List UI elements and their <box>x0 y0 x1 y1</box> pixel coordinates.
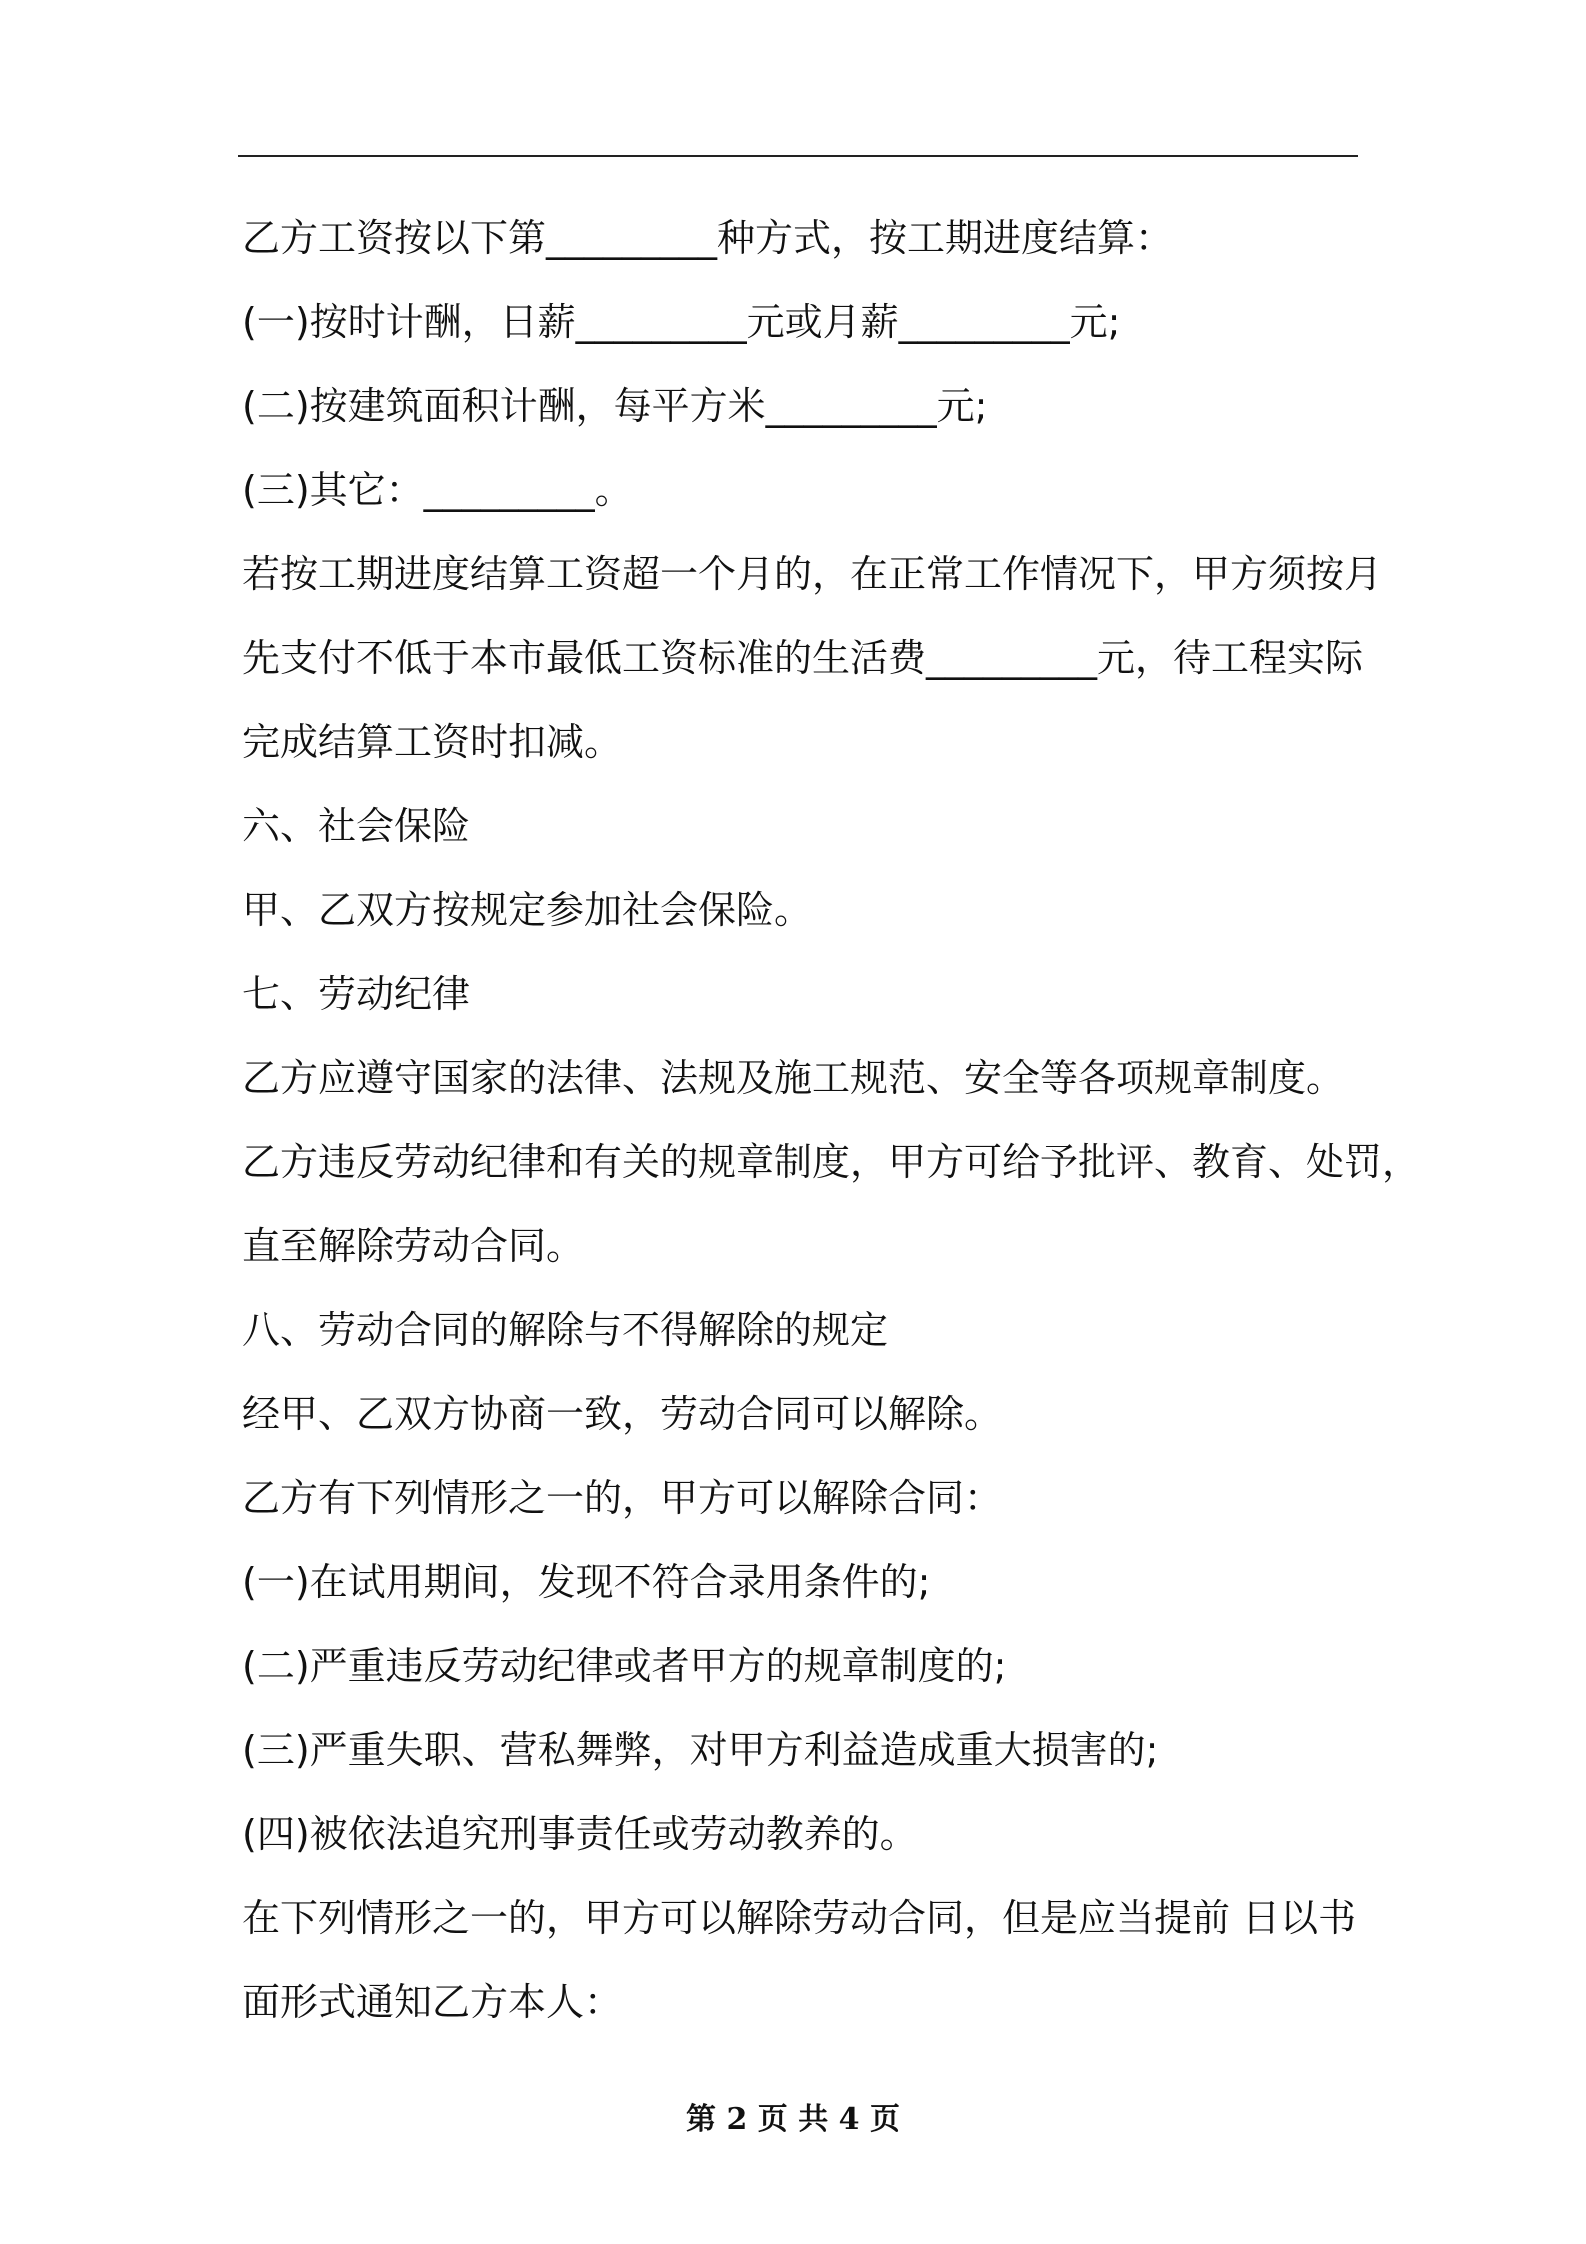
text-line: 直至解除劳动合同。 <box>242 1224 585 1268</box>
section-heading: 六、社会保险 <box>242 804 471 848</box>
text-line: 甲、乙双方按规定参加社会保险。 <box>242 888 813 932</box>
text-line: 先支付不低于本市最低工资标准的生活费_________元，待工程实际 <box>242 636 1364 680</box>
section-heading: 八、劳动合同的解除与不得解除的规定 <box>242 1308 889 1352</box>
text-line: 完成结算工资时扣减。 <box>242 720 623 764</box>
page-number-footer: 第 2 页 共 4 页 <box>686 2102 900 2137</box>
text-line: 在下列情形之一的，甲方可以解除劳动合同，但是应当提前 日以书 <box>242 1896 1357 1940</box>
document-body <box>242 196 1421 2044</box>
text-line: (二)按建筑面积计酬，每平方米_________元; <box>242 384 988 428</box>
text-line: (三)严重失职、营私舞弊，对甲方利益造成重大损害的; <box>242 1728 1159 1772</box>
header-divider <box>238 155 1358 157</box>
text-line: (四)被依法追究刑事责任或劳动教养的。 <box>242 1812 918 1856</box>
text-line: 乙方工资按以下第_________种方式，按工期进度结算： <box>242 216 1174 260</box>
text-line: (一)在试用期间，发现不符合录用条件的; <box>242 1560 931 1604</box>
text-line: 乙方有下列情形之一的，甲方可以解除合同： <box>242 1476 1003 1520</box>
text-line: (二)严重违反劳动纪律或者甲方的规章制度的; <box>242 1644 1007 1688</box>
text-line: (一)按时计酬，日薪_________元或月薪_________元; <box>242 300 1121 344</box>
text-line: 经甲、乙双方协商一致，劳动合同可以解除。 <box>242 1392 1003 1436</box>
section-heading: 七、劳动纪律 <box>242 972 471 1016</box>
text-line: 若按工期进度结算工资超一个月的，在正常工作情况下，甲方须按月 <box>242 552 1383 596</box>
text-line: (三)其它：_________。 <box>242 468 633 512</box>
text-line: 乙方应遵守国家的法律、法规及施工规范、安全等各项规章制度。 <box>242 1056 1345 1100</box>
text-line: 面形式通知乙方本人： <box>242 1980 623 2024</box>
text-line: 乙方违反劳动纪律和有关的规章制度，甲方可给予批评、教育、处罚， <box>242 1140 1421 1184</box>
